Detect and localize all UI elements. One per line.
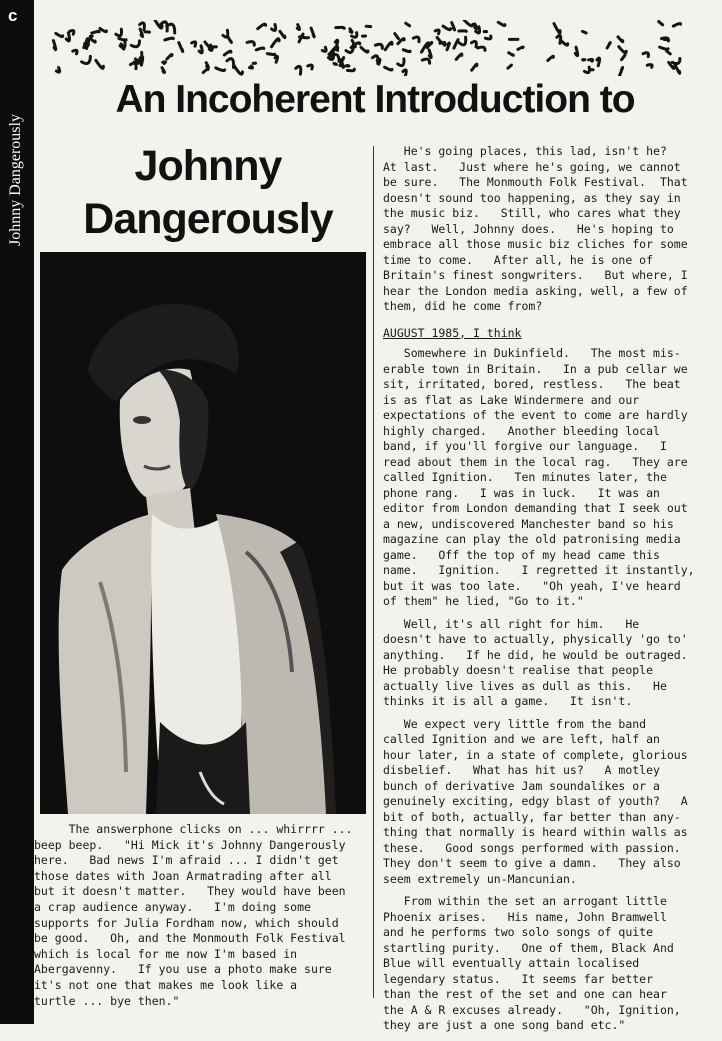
running-title: Johnny Dangerously [7,114,24,246]
subject-line-1: Johnny [134,142,282,190]
banner-squiggles [53,20,680,76]
paragraph-intro: He's going places, this lad, isn't he? At last. Just where he's going, we cannot be sure. The Monmouth Folk Festival. That doesn't sound too happening, as they say in the music biz. Still, who cares what they say? Well, Johnny does. He's hoping to embrace all those music biz cliches for some time to come. After all, he is one of Britain's finest songwriters. But where, I hear the London media asking, well, a few of them, did he come from? [383,144,688,313]
paragraph-all-right: Well, it's all right for him. He doesn't have to actually, physically 'go to' anything. If he did, he would be outraged. He probably doesn't realise that people actually live lives as dull as this. He thinks it is all a game. It isn't. [383,616,688,708]
article-headline: An Incoherent Introduction to [115,78,635,121]
section-letter: c [8,6,18,25]
paragraph-dukinfield: Somewhere in Dukinfield. The most mis- erable town in Britain. In a pub cellar we sit, irritated, bored, restless. The beat is as flat as Lake Windermere and our expectations of the event to come are hardly highly charged. Another bleeding local band, if you'll forgive our language. I read about them in the local rag. They are called Ignition. Ten minutes later, the phone rang. I was in luck. It was an editor from London demanding that I seek out a new, undiscovered Manchester band so his magazine can play the old patronising media game. Off the top of my head came this name. Ignition. I regretted it instantly, but it was too late. "Oh yeah, I've heard of them" he lied, "Go to it." [383,346,695,608]
portrait-image [40,252,366,814]
portrait-photo [40,252,366,814]
sidebar-strip [0,0,34,1024]
subject-line-2: Dangerously [83,195,333,243]
decorative-banner [50,20,698,76]
right-column [383,144,713,1041]
left-column-text: The answerphone clicks on ... whirrrr ... beep beep. "Hi Mick it's Johnny Dangerously here. Bad news I'm afraid ... I didn't get those dates with Joan Armatrading after all but it doesn't matter. They would have been a crap audience anyway. I'm doing some supports for Julia Fordham now, which should be good. Oh, and the Monmouth Folk Festival which is local for me now I'm based in Abergavenny. If you use a photo make sure it's not one that makes me look like a turtle ... bye then." [34,822,353,1008]
article-subject [40,140,376,246]
column-divider [373,146,374,998]
paragraph-expect: We expect very little from the band called Ignition and we are left, half an hour later, in a state of complete, glorious disbelief. What has hit us? A motley bunch of derivative Jam soundalikes or a genuinely exciting, edgy blast of youth? A bit of both, actually, far better than any- thing that normally is heard within walls as these. Good songs performed with passion. They don't seem to give a damn. They also seem extremely un-Mancunian. [383,716,688,886]
paragraph-phoenix: From within the set an arrogant little Phoenix arises. His name, John Bramwell and he performs two solo songs of quite startling purity. One of them, Black And Blue will eventually attain localised legendary status. It seems far better than the rest of the set and one can hear the A & R excuses already. "Oh, Ignition, they are just a one song band etc." [383,894,681,1032]
section-subhead: AUGUST 1985, I think [383,325,522,340]
